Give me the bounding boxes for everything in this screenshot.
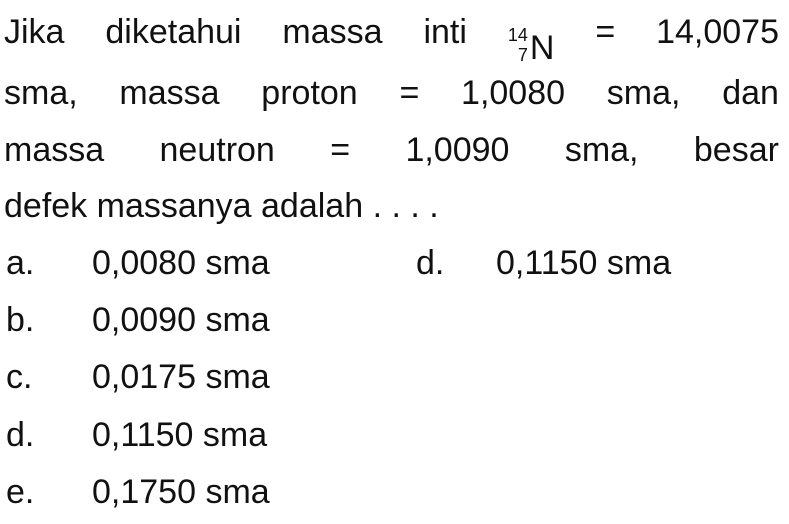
question-line-2 bbox=[4, 73, 779, 113]
word: dan bbox=[722, 74, 779, 112]
equals-sign: = bbox=[595, 13, 616, 51]
mass-number: 14 bbox=[507, 25, 528, 45]
option-value: 0,0175 sma bbox=[92, 358, 270, 396]
word: proton bbox=[261, 74, 358, 112]
word: Jika bbox=[4, 13, 65, 51]
isotope-numbers bbox=[508, 26, 528, 64]
word: massa bbox=[4, 131, 105, 169]
question-line-1 bbox=[4, 12, 779, 68]
option-value: 0,0080 sma bbox=[92, 244, 270, 282]
word: sma, bbox=[564, 131, 639, 169]
word: neutron bbox=[159, 131, 275, 169]
question-line-4: defek massanya adalah . . . . bbox=[4, 187, 439, 225]
option-value: 0,1150 sma bbox=[92, 416, 268, 454]
option-letter: d. bbox=[416, 244, 445, 282]
nuclide-notation bbox=[507, 25, 555, 68]
option-value: 0,1150 sma bbox=[496, 244, 672, 282]
nucleus-mass-value: 14,0075 bbox=[656, 13, 779, 51]
equals-sign: = bbox=[330, 131, 351, 169]
word: massa bbox=[119, 74, 220, 112]
option-value: 0,0090 sma bbox=[92, 301, 270, 339]
element-symbol: N bbox=[529, 29, 555, 67]
word: massa bbox=[282, 13, 383, 51]
option-letter: a. bbox=[6, 244, 35, 282]
word: besar bbox=[693, 131, 779, 169]
equals-sign: = bbox=[399, 74, 420, 112]
option-value: 0,1750 sma bbox=[92, 473, 270, 511]
neutron-mass-value: 1,0090 bbox=[405, 131, 510, 169]
proton-mass-value: 1,0080 bbox=[461, 74, 566, 112]
option-letter: c. bbox=[6, 358, 33, 396]
word: diketahui bbox=[105, 13, 242, 51]
option-letter: b. bbox=[6, 301, 35, 339]
word: sma, bbox=[606, 74, 681, 112]
option-letter: d. bbox=[6, 416, 35, 454]
option-letter: e. bbox=[6, 473, 35, 511]
atomic-number: 7 bbox=[517, 45, 528, 65]
word: sma, bbox=[4, 74, 78, 112]
word: inti bbox=[423, 13, 467, 51]
question-line-3 bbox=[4, 130, 779, 170]
